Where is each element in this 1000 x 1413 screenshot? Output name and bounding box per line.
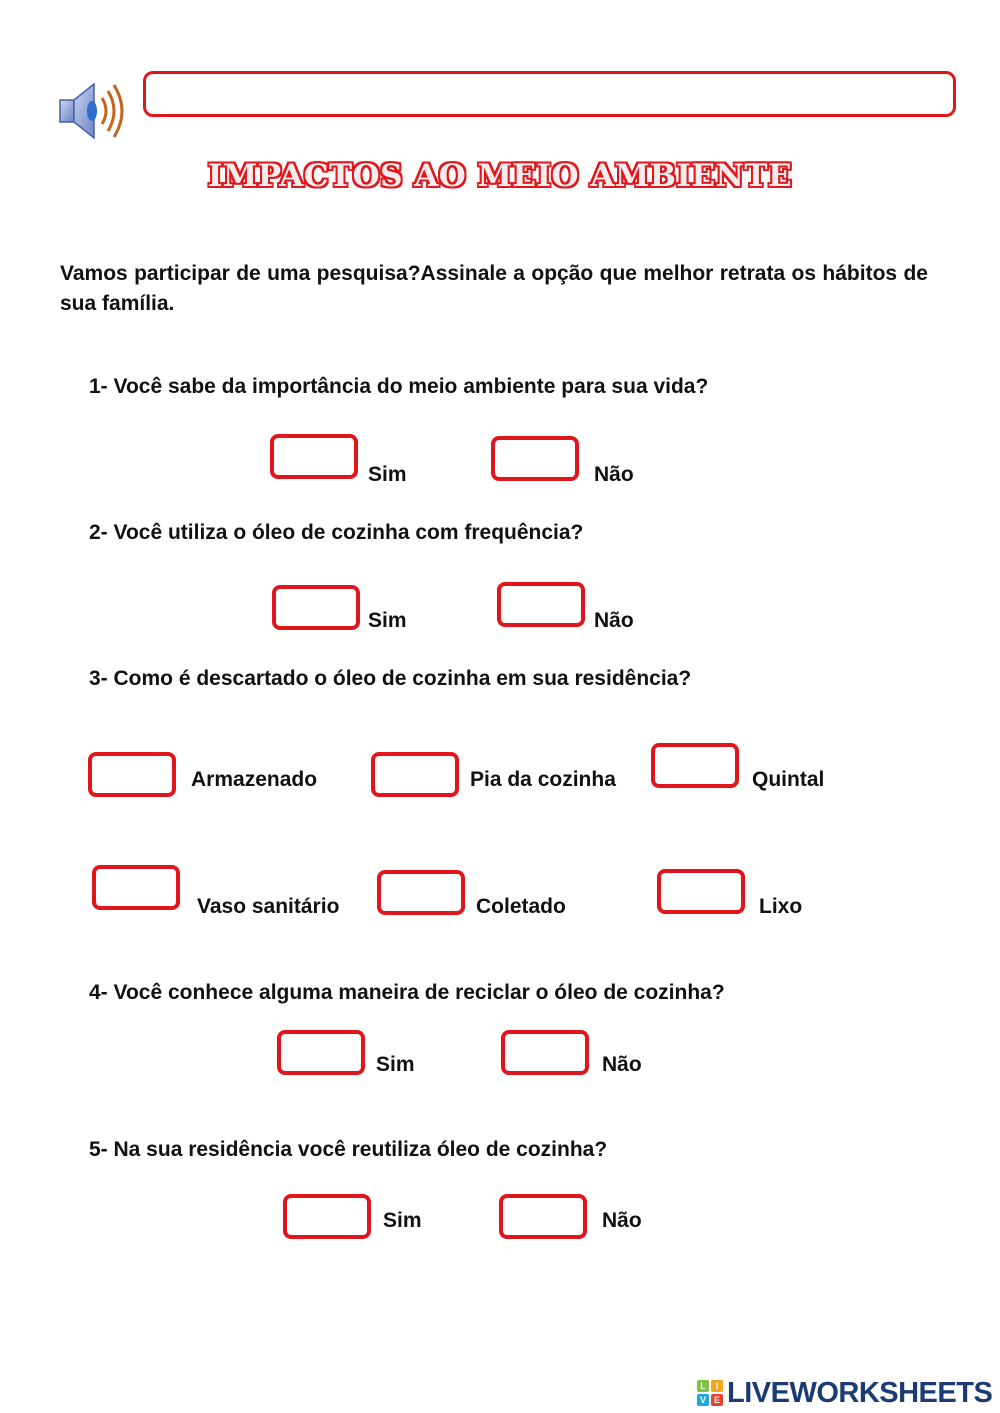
q3-checkbox-quintal[interactable] xyxy=(651,743,739,788)
q1-option-nao: Não xyxy=(594,463,634,486)
logo-letter: I xyxy=(711,1380,723,1392)
q2-option-nao: Não xyxy=(594,609,634,632)
q5-option-sim: Sim xyxy=(383,1209,422,1232)
q3-checkbox-vaso[interactable] xyxy=(92,865,180,910)
q2-checkbox-sim[interactable] xyxy=(272,585,360,630)
q4-option-sim: Sim xyxy=(376,1053,415,1076)
question-2: 2- Você utiliza o óleo de cozinha com frequência? xyxy=(89,521,584,544)
q3-option-lixo: Lixo xyxy=(759,895,803,918)
question-3: 3- Como é descartado o óleo de cozinha em sua residência? xyxy=(89,667,692,690)
intro-text: Vamos participar de uma pesquisa?Assinale a opção que melhor retrata os hábitos de sua família. xyxy=(60,262,928,315)
q3-option-quintal: Quintal xyxy=(752,768,825,791)
logo-letter: L xyxy=(697,1380,709,1392)
q3-checkbox-coletado[interactable] xyxy=(377,870,465,915)
speaker-icon[interactable] xyxy=(56,80,134,142)
logo-blocks-icon xyxy=(697,1380,723,1406)
name-input[interactable] xyxy=(143,71,956,117)
question-5: 5- Na sua residência você reutiliza óleo de cozinha? xyxy=(89,1138,608,1161)
q2-checkbox-nao[interactable] xyxy=(497,582,585,627)
liveworksheets-logo xyxy=(697,1378,992,1408)
logo-letter: V xyxy=(697,1394,709,1406)
q5-checkbox-nao[interactable] xyxy=(499,1194,587,1239)
question-1: 1- Você sabe da importância do meio ambiente para sua vida? xyxy=(89,375,709,398)
q2-option-sim: Sim xyxy=(368,609,407,632)
q3-option-pia: Pia da cozinha xyxy=(470,768,616,791)
q4-checkbox-nao[interactable] xyxy=(501,1030,589,1075)
q3-option-armazenado: Armazenado xyxy=(191,768,318,791)
q1-checkbox-sim[interactable] xyxy=(270,434,358,479)
q5-checkbox-sim[interactable] xyxy=(283,1194,371,1239)
q3-checkbox-armazenado[interactable] xyxy=(88,752,176,797)
question-4: 4- Você conhece alguma maneira de reciclar o óleo de cozinha? xyxy=(89,981,725,1004)
q3-option-coletado: Coletado xyxy=(476,895,566,918)
logo-letter: E xyxy=(711,1394,723,1406)
logo-text: LIVEWORKSHEETS xyxy=(727,1376,993,1409)
page-title: IMPACTOS AO MEIO AMBIENTE xyxy=(207,158,793,194)
q3-option-vaso: Vaso sanitário xyxy=(197,895,340,918)
q4-option-nao: Não xyxy=(602,1053,642,1076)
q3-checkbox-lixo[interactable] xyxy=(657,869,745,914)
q3-checkbox-pia[interactable] xyxy=(371,752,459,797)
q4-checkbox-sim[interactable] xyxy=(277,1030,365,1075)
q5-option-nao: Não xyxy=(602,1209,642,1232)
q1-option-sim: Sim xyxy=(368,463,407,486)
q1-checkbox-nao[interactable] xyxy=(491,436,579,481)
